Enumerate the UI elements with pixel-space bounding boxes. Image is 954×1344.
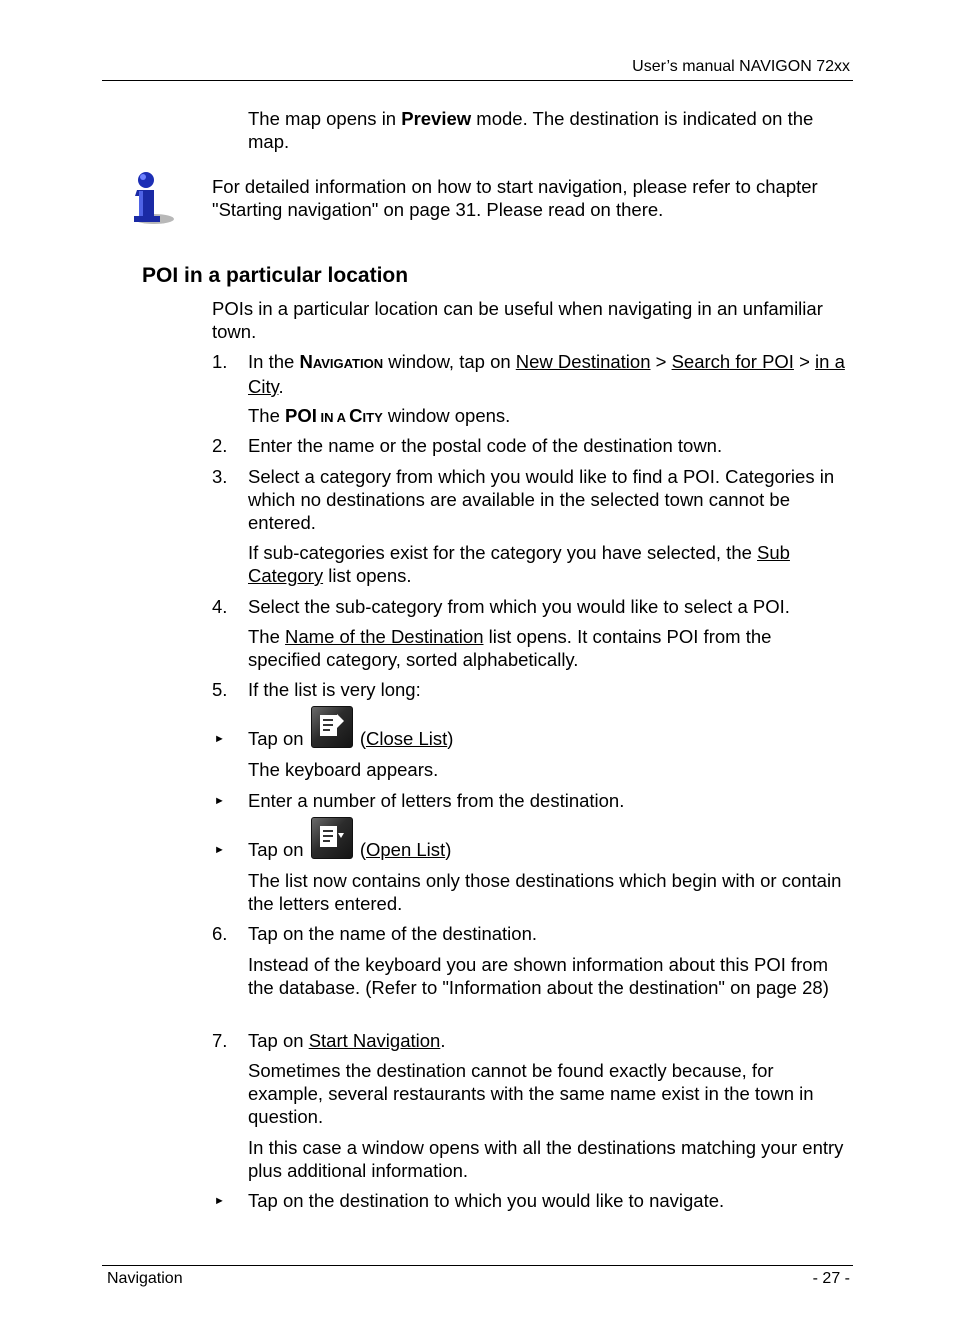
step-7-text: Tap on Start Navigation. [248,1030,446,1051]
link-new-destination[interactable]: New Destination [515,351,651,372]
footer-section: Navigation [107,1270,183,1287]
link-start-navigation[interactable]: Start Navigation [308,1030,441,1051]
link-open-list[interactable]: Open List [366,839,446,860]
step-4-text: Select the sub-category from which you would like to select a POI. [248,596,790,617]
header-rule [102,80,853,81]
step-1-result: The POI IN A CITY window opens. [248,405,511,426]
step-5-bullet-open-list: Tap on (Open List) [248,817,848,872]
step-number: 6. [212,923,228,944]
open-list-icon[interactable] [311,817,353,859]
section-heading: POI in a particular location [142,264,409,287]
step-3-text: Select a category from which you would like to find a POI. Categories in which no destinations are available in the selected town cannot be entered. [248,466,835,533]
link-search-for-poi[interactable]: Search for POI [671,351,794,372]
step-3-result: If sub-categories exist for the category you have selected, the Sub Category list opens. [248,542,790,586]
step-number: 1. [212,351,228,372]
step-5-bullet-enter-letters: Enter a number of letters from the destination. [248,790,625,811]
footer-rule [102,1265,853,1266]
note-text: For detailed information on how to start navigation, please refer to chapter "Starting navigation" on page 31. Please read on there. [212,176,818,220]
step-5-bullet-3-result: The list now contains only those destinations which begin with or contain the letters entered. [248,870,842,914]
info-person-icon [124,170,178,228]
step-number: 7. [212,1030,228,1051]
step-6-text: Tap on the name of the destination. [248,923,538,944]
running-header: User’s manual NAVIGON 72xx [632,58,850,75]
section-intro: POIs in a particular location can be useful when navigating in an unfamiliar town. [212,298,823,342]
preview-term: Preview [401,108,472,129]
step-number: 5. [212,679,228,700]
step-7-bullet: Tap on the destination to which you would like to navigate. [248,1190,725,1211]
step-number: 2. [212,435,228,456]
link-name-of-the-destination[interactable]: Name of the Destination [285,626,484,647]
step-5-bullet-1-result: The keyboard appears. [248,759,439,780]
step-4-result: The Name of the Destination list opens. It contains POI from the specified category, sorted alphabetically. [248,626,772,670]
bullet-arrow-icon: ► [214,1195,225,1207]
bullet-arrow-icon: ► [214,733,225,745]
step-6-result: Instead of the keyboard you are shown information about this POI from the database. (Refer to "Information about the destination" on page 28) [248,954,829,998]
intro-paragraph: The map opens in Preview mode. The destination is indicated on the map. [248,108,814,152]
link-close-list[interactable]: Close List [366,728,448,749]
step-7-note-1: Sometimes the destination cannot be found exactly because, for example, several restaurants with the same name exist in the town in question. [248,1060,814,1127]
bullet-arrow-icon: ► [214,844,225,856]
link-sub-category[interactable]: Sub Category [248,542,790,586]
bullet-arrow-icon: ► [214,795,225,807]
step-7-note-2: In this case a window opens with all the destinations matching your entry plus additional information. [248,1137,844,1181]
page-number: - 27 - [812,1270,850,1287]
step-number: 4. [212,596,228,617]
close-list-icon[interactable] [311,706,353,748]
step-5-text: If the list is very long: [248,679,421,700]
step-number: 3. [212,466,228,487]
step-5-bullet-close-list: Tap on (Close List) [248,706,848,761]
step-1-text: In the NAVIGATION window, tap on New Destination > Search for POI > in a City. [248,351,845,397]
step-2-text: Enter the name or the postal code of the destination town. [248,435,723,456]
link-in-a-city[interactable]: in a City [248,351,845,397]
